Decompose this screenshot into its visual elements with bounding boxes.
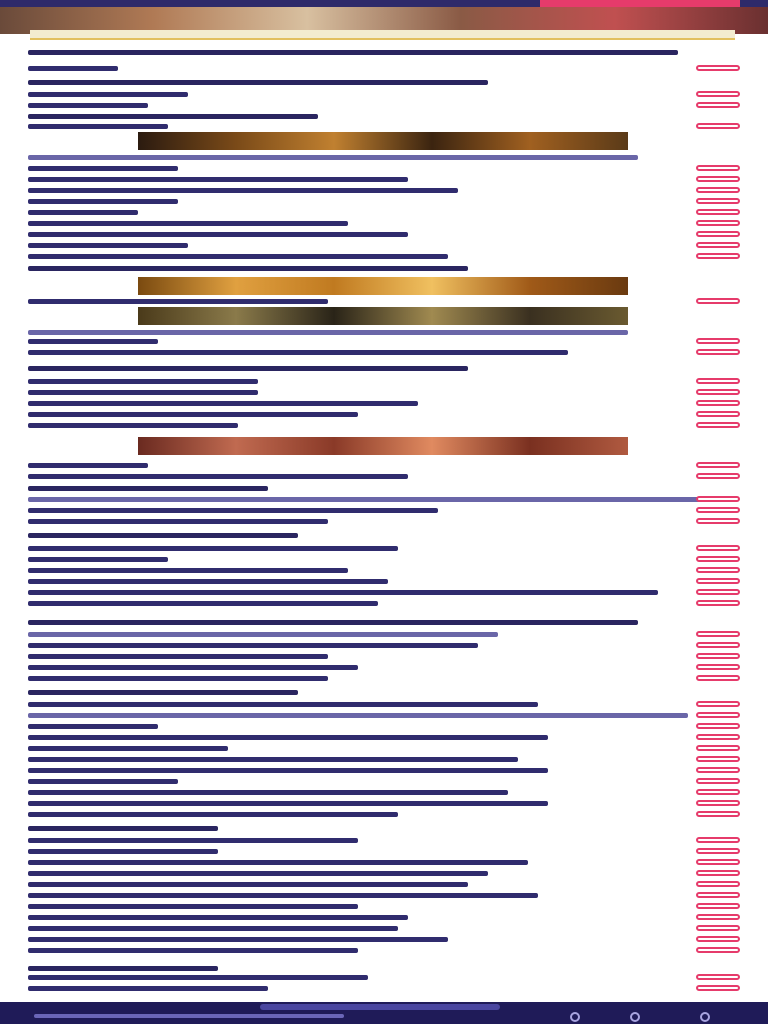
menu-item[interactable] bbox=[28, 398, 740, 409]
menu-item[interactable] bbox=[28, 776, 740, 787]
dish-photo bbox=[138, 277, 628, 295]
price-pill[interactable] bbox=[696, 209, 740, 215]
price-pill[interactable] bbox=[696, 925, 740, 931]
price-pill[interactable] bbox=[696, 947, 740, 953]
price-pill[interactable] bbox=[696, 556, 740, 562]
price-pill[interactable] bbox=[696, 378, 740, 384]
price-pill[interactable] bbox=[696, 974, 740, 980]
price-pill[interactable] bbox=[696, 123, 740, 129]
price-pill[interactable] bbox=[696, 298, 740, 304]
footer bbox=[0, 1002, 768, 1024]
menu-item[interactable] bbox=[28, 460, 740, 471]
menu-item[interactable] bbox=[28, 673, 740, 684]
price-pill[interactable] bbox=[696, 800, 740, 806]
section-header bbox=[28, 690, 298, 695]
price-pill[interactable] bbox=[696, 756, 740, 762]
price-pill[interactable] bbox=[696, 253, 740, 259]
menu-item[interactable] bbox=[28, 732, 740, 743]
price-pill[interactable] bbox=[696, 712, 740, 718]
section-header bbox=[28, 826, 218, 831]
menu-item[interactable] bbox=[28, 923, 740, 934]
price-pill[interactable] bbox=[696, 631, 740, 637]
price-pill[interactable] bbox=[696, 496, 740, 502]
menu-item[interactable] bbox=[28, 207, 740, 218]
price-pill[interactable] bbox=[696, 545, 740, 551]
price-pill[interactable] bbox=[696, 642, 740, 648]
price-pill[interactable] bbox=[696, 198, 740, 204]
menu-item[interactable] bbox=[28, 185, 740, 196]
price-pill[interactable] bbox=[696, 165, 740, 171]
menu-item[interactable] bbox=[28, 565, 740, 576]
price-pill[interactable] bbox=[696, 349, 740, 355]
menu-item[interactable] bbox=[28, 662, 740, 673]
price-pill[interactable] bbox=[696, 778, 740, 784]
menu-item[interactable] bbox=[28, 743, 740, 754]
price-pill[interactable] bbox=[696, 91, 740, 97]
menu-item[interactable] bbox=[28, 121, 740, 132]
price-pill[interactable] bbox=[696, 936, 740, 942]
menu-item[interactable] bbox=[28, 640, 740, 651]
price-pill[interactable] bbox=[696, 892, 740, 898]
price-pill[interactable] bbox=[696, 518, 740, 524]
price-pill[interactable] bbox=[696, 187, 740, 193]
section-header bbox=[28, 266, 468, 271]
menu-item[interactable] bbox=[28, 251, 740, 262]
menu-item[interactable] bbox=[28, 516, 740, 527]
section-header bbox=[28, 80, 488, 85]
menu-item[interactable] bbox=[28, 218, 740, 229]
price-pill[interactable] bbox=[696, 242, 740, 248]
menu-item-description bbox=[28, 152, 740, 163]
price-pill[interactable] bbox=[696, 589, 740, 595]
price-pill[interactable] bbox=[696, 653, 740, 659]
menu-item[interactable] bbox=[28, 879, 740, 890]
menu-item[interactable] bbox=[28, 798, 740, 809]
menu-item[interactable] bbox=[28, 890, 740, 901]
menu-item[interactable] bbox=[28, 89, 740, 100]
menu-item[interactable] bbox=[28, 100, 740, 111]
section-header bbox=[28, 366, 468, 371]
menu-item[interactable] bbox=[28, 576, 740, 587]
menu-item[interactable] bbox=[28, 846, 740, 857]
menu-item[interactable] bbox=[28, 598, 740, 609]
dish-photo bbox=[138, 307, 628, 325]
menu-item[interactable] bbox=[28, 972, 740, 983]
menu-item[interactable] bbox=[28, 376, 740, 387]
menu-item[interactable] bbox=[28, 63, 740, 74]
price-pill[interactable] bbox=[696, 389, 740, 395]
menu-item[interactable] bbox=[28, 240, 740, 251]
price-pill[interactable] bbox=[696, 734, 740, 740]
price-pill[interactable] bbox=[696, 745, 740, 751]
menu-item[interactable] bbox=[28, 336, 740, 347]
price-pill[interactable] bbox=[696, 220, 740, 226]
menu-item[interactable] bbox=[28, 196, 740, 207]
price-pill[interactable] bbox=[696, 767, 740, 773]
price-pill[interactable] bbox=[696, 848, 740, 854]
menu-item[interactable] bbox=[28, 387, 740, 398]
footer-copyright bbox=[34, 1014, 344, 1018]
menu-subtitle bbox=[28, 50, 678, 55]
price-pill[interactable] bbox=[696, 903, 740, 909]
menu-item[interactable] bbox=[28, 296, 740, 307]
menu-item[interactable] bbox=[28, 505, 740, 516]
menu-item[interactable] bbox=[28, 901, 740, 912]
price-pill[interactable] bbox=[696, 664, 740, 670]
price-pill[interactable] bbox=[696, 914, 740, 920]
menu-item[interactable] bbox=[28, 409, 740, 420]
menu-item[interactable] bbox=[28, 543, 740, 554]
price-pill[interactable] bbox=[696, 881, 740, 887]
price-pill[interactable] bbox=[696, 411, 740, 417]
menu-item[interactable] bbox=[28, 554, 740, 565]
price-pill[interactable] bbox=[696, 578, 740, 584]
menu-item[interactable] bbox=[28, 835, 740, 846]
price-pill[interactable] bbox=[696, 176, 740, 182]
menu-item[interactable] bbox=[28, 347, 740, 358]
instagram-icon[interactable] bbox=[630, 1012, 640, 1022]
price-pill[interactable] bbox=[696, 400, 740, 406]
install-button[interactable] bbox=[540, 0, 740, 7]
price-pill[interactable] bbox=[696, 837, 740, 843]
price-pill[interactable] bbox=[696, 723, 740, 729]
menu-item[interactable] bbox=[28, 754, 740, 765]
twitter-icon[interactable] bbox=[700, 1012, 710, 1022]
menu-item[interactable] bbox=[28, 912, 740, 923]
section-header bbox=[28, 966, 218, 971]
price-pill[interactable] bbox=[696, 567, 740, 573]
section-header bbox=[28, 533, 298, 538]
price-pill[interactable] bbox=[696, 870, 740, 876]
page-title bbox=[30, 30, 735, 40]
menu-item[interactable] bbox=[28, 945, 740, 956]
footer-brand bbox=[260, 1004, 500, 1010]
menu-item[interactable] bbox=[28, 809, 740, 820]
dish-photo bbox=[138, 132, 628, 150]
menu-item[interactable] bbox=[28, 983, 740, 994]
price-pill[interactable] bbox=[696, 102, 740, 108]
menu-item[interactable] bbox=[28, 174, 740, 185]
price-pill[interactable] bbox=[696, 985, 740, 991]
menu-item[interactable] bbox=[28, 699, 740, 710]
price-pill[interactable] bbox=[696, 789, 740, 795]
menu-item-description bbox=[28, 494, 740, 505]
price-pill[interactable] bbox=[696, 65, 740, 71]
section-header bbox=[28, 486, 268, 491]
menu-item[interactable] bbox=[28, 934, 740, 945]
price-pill[interactable] bbox=[696, 859, 740, 865]
menu-item[interactable] bbox=[28, 471, 740, 482]
menu-item[interactable] bbox=[28, 787, 740, 798]
menu-item[interactable] bbox=[28, 229, 740, 240]
menu-item[interactable] bbox=[28, 420, 740, 431]
price-pill[interactable] bbox=[696, 422, 740, 428]
price-pill[interactable] bbox=[696, 701, 740, 707]
facebook-icon[interactable] bbox=[570, 1012, 580, 1022]
menu-item-description bbox=[28, 710, 740, 721]
section-header bbox=[28, 114, 318, 119]
menu-item[interactable] bbox=[28, 868, 740, 879]
menu-item[interactable] bbox=[28, 587, 740, 598]
price-pill[interactable] bbox=[696, 600, 740, 606]
price-pill[interactable] bbox=[696, 473, 740, 479]
menu-item-description bbox=[28, 629, 740, 640]
price-pill[interactable] bbox=[696, 231, 740, 237]
menu-item[interactable] bbox=[28, 765, 740, 776]
price-pill[interactable] bbox=[696, 675, 740, 681]
menu-item[interactable] bbox=[28, 857, 740, 868]
menu-item[interactable] bbox=[28, 651, 740, 662]
section-header bbox=[28, 620, 638, 625]
menu-item[interactable] bbox=[28, 721, 740, 732]
menu-item[interactable] bbox=[28, 163, 740, 174]
price-pill[interactable] bbox=[696, 462, 740, 468]
dish-photo bbox=[138, 437, 628, 455]
price-pill[interactable] bbox=[696, 811, 740, 817]
price-pill[interactable] bbox=[696, 338, 740, 344]
price-pill[interactable] bbox=[696, 507, 740, 513]
